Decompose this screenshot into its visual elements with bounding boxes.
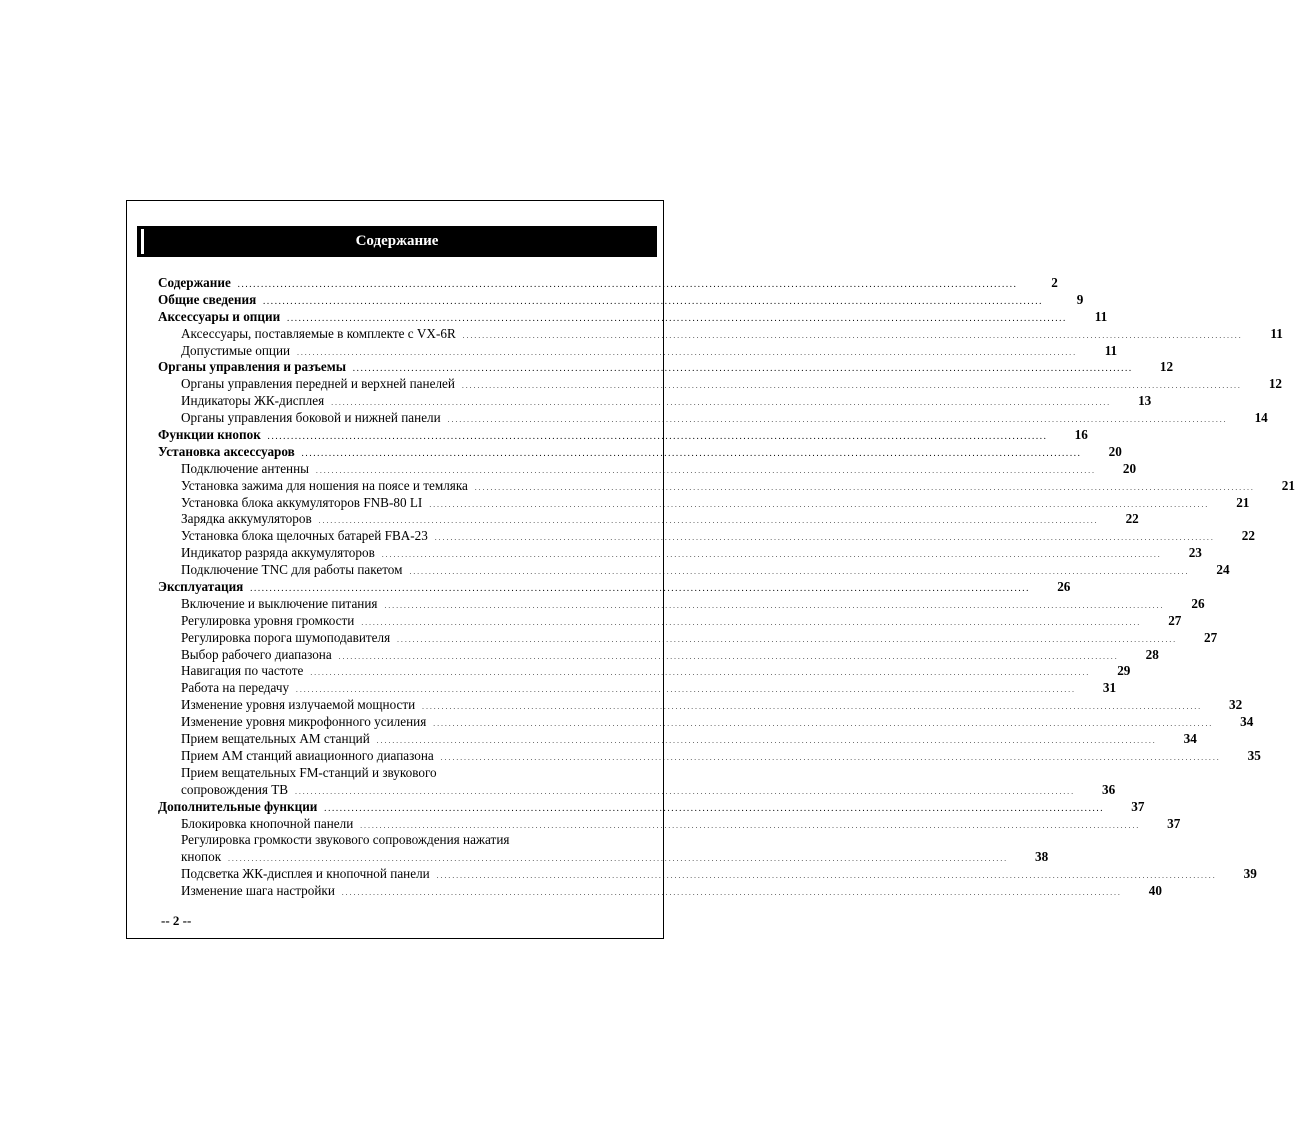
toc-entry-label: Зарядка аккумуляторов xyxy=(181,511,312,527)
toc-entry-page: 11 xyxy=(1104,342,1118,358)
toc-entry-label: Индикатор разряда аккумуляторов xyxy=(181,545,375,561)
toc-entry-subsection[interactable] xyxy=(158,832,638,849)
toc-entry-page: 29 xyxy=(1117,663,1131,679)
toc-entry-page: 16 xyxy=(1074,427,1088,443)
toc-entry-subsection[interactable] xyxy=(158,697,1243,714)
toc-entry-subsection[interactable] xyxy=(158,646,1159,664)
toc-entry-label: Содержание xyxy=(158,275,231,290)
toc-entry-page: 32 xyxy=(1229,697,1243,713)
toc-entry-page: 2 xyxy=(1051,275,1058,290)
toc-entry-label: Подсветка ЖК-дисплея и кнопочной панели xyxy=(181,866,430,882)
dot-leader: . . . . . . . . . . . . . . . . . . . . . . . . . . . . . . . . . . . . . . . . . . . . . . . . . . . . . . . . . . . . . . . . . . . . . . . . . . . . . . . . . . . . . . . . . . . . . . . . . . . . . . . . . . . . . . . . . . . . . . . . . . . . . . . . . . . . . . . . . . . . . . . . . . . . . . . . . . . . . . . . . . . . . . . . . . . . . . . . . . . . . . . . . . . . . . . . . . . . . . . . xyxy=(310,669,1089,678)
toc-entry-label: Органы управления передней и верхней панелей xyxy=(181,376,455,392)
dot-leader: . . . . . . . . . . . . . . . . . . . . . . . . . . . . . . . . . . . . . . . . . . . . . . . . . . . . . . . . . . . . . . . . . . . . . . . . . . . . . . . . . . . . . . . . . . . . . . . . . . . . . . . . . . . . . . . . . . . . . . . . . . . . . . . . . . . . . . . . . . . . . . . . . . . . . . . . . . . . . . . . . . . . . . . . . . . . . . . . . . . . . . . . . . . . . . . . . . . . . . . . xyxy=(381,551,1160,560)
dot-leader: . . . . . . . . . . . . . . . . . . . . . . . . . . . . . . . . . . . . . . . . . . . . . . . . . . . . . . . . . . . . . . . . . . . . . . . . . . . . . . . . . . . . . . . . . . . . . . . . . . . . . . . . . . . . . . . . . . . . . . . . . . . . . . . . . . . . . . . . . . . . . . . . . . . . . . . . . . . . . . . . . . . . . . . . . . . . . . . . . . . . . . . . . . . . . . . . . . . . . . . . xyxy=(376,737,1155,746)
dot-leader: . . . . . . . . . . . . . . . . . . . . . . . . . . . . . . . . . . . . . . . . . . . . . . . . . . . . . . . . . . . . . . . . . . . . . . . . . . . . . . . . . . . . . . . . . . . . . . . . . . . . . . . . . . . . . . . . . . . . . . . . . . . . . . . . . . . . . . . . . . . . . . . . . . . . . . . . . . . . . . . . . . . . . . . . . . . . . . . . . . . . . . . . . . . . . . . . . . . . . . . . xyxy=(250,585,1029,594)
dot-leader: . . . . . . . . . . . . . . . . . . . . . . . . . . . . . . . . . . . . . . . . . . . . . . . . . . . . . . . . . . . . . . . . . . . . . . . . . . . . . . . . . . . . . . . . . . . . . . . . . . . . . . . . . . . . . . . . . . . . . . . . . . . . . . . . . . . . . . . . . . . . . . . . . . . . . . . . . . . . . . . . . . . . . . . . . . . . . . . . . . . . . . . . . . . . . . . . . . . . . . . . xyxy=(267,433,1046,442)
toc-entry-subsection[interactable] xyxy=(158,612,1182,630)
dot-leader: . . . . . . . . . . . . . . . . . . . . . . . . . . . . . . . . . . . . . . . . . . . . . . . . . . . . . . . . . . . . . . . . . . . . . . . . . . . . . . . . . . . . . . . . . . . . . . . . . . . . . . . . . . . . . . . . . . . . . . . . . . . . . . . . . . . . . . . . . . . . . . . . . . . . . . . . . . . . . . . . . . . . . . . . . . . . . . . . . . . . . . . . . . . . . . . . . . . . . . . . xyxy=(384,601,1163,610)
toc-entry-label: Изменение уровня микрофонного усиления xyxy=(181,714,427,730)
toc-entry-page: 36 xyxy=(1101,781,1116,797)
toc-entry-subsection[interactable] xyxy=(158,494,1250,512)
toc-entry-subsection[interactable] xyxy=(158,528,1255,545)
dot-leader: . . . . . . . . . . . . . . . . . . . . . . . . . . . . . . . . . . . . . . . . . . . . . . . . . . . . . . . . . . . . . . . . . . . . . . . . . . . . . . . . . . . . . . . . . . . . . . . . . . . . . . . . . . . . . . . . . . . . . . . . . . . . . . . . . . . . . . . . . . . . . . . . . . . . . . . . . . . . . . . . . . . . . . . . . . . . . . . . . . . . . . . . . . . . . . . . . . . . . . . . xyxy=(287,314,1066,323)
dot-leader: . . . . . . . . . . . . . . . . . . . . . . . . . . . . . . . . . . . . . . . . . . . . . . . . . . . . . . . . . . . . . . . . . . . . . . . . . . . . . . . . . . . . . . . . . . . . . . . . . . . . . . . . . . . . . . . . . . . . . . . . . . . . . . . . . . . . . . . . . . . . . . . . . . . . . . . . . . . . . . . . . . . . . . . . . . . . . . . . . . . . . . . . . . . . . . . . . . . . . . . . xyxy=(461,382,1240,391)
toc-entry-subsection[interactable] xyxy=(158,866,1257,883)
toc-entry-label: Выбор рабочего диапазона xyxy=(181,646,332,662)
dot-leader: . . . . . . . . . . . . . . . . . . . . . . . . . . . . . . . . . . . . . . . . . . . . . . . . . . . . . . . . . . . . . . . . . . . . . . . . . . . . . . . . . . . . . . . . . . . . . . . . . . . . . . . . . . . . . . . . . . . . . . . . . . . . . . . . . . . . . . . . . . . . . . . . . . . . . . . . . . . . . . . . . . . . . . . . . . . . . . . . . . . . . . . . . . . . . . . . . . . . . . . . xyxy=(263,297,1042,306)
toc-entry-section[interactable] xyxy=(158,427,1088,444)
toc-entry-section[interactable] xyxy=(158,443,1122,461)
toc-entry-subsection[interactable] xyxy=(158,714,1254,731)
toc-entry-page: 22 xyxy=(1241,528,1255,544)
dot-leader: . . . . . . . . . . . . . . . . . . . . . . . . . . . . . . . . . . . . . . . . . . . . . . . . . . . . . . . . . . . . . . . . . . . . . . . . . . . . . . . . . . . . . . . . . . . . . . . . . . . . . . . . . . . . . . . . . . . . . . . . . . . . . . . . . . . . . . . . . . . . . . . . . . . . . . . . . . . . . . . . . . . . . . . . . . . . . . . . . . . . . . . . . . . . . . . . . . . . . . . . xyxy=(462,331,1241,340)
dot-leader: . . . . . . . . . . . . . . . . . . . . . . . . . . . . . . . . . . . . . . . . . . . . . . . . . . . . . . . . . . . . . . . . . . . . . . . . . . . . . . . . . . . . . . . . . . . . . . . . . . . . . . . . . . . . . . . . . . . . . . . . . . . . . . . . . . . . . . . . . . . . . . . . . . . . . . . . . . . . . . . . . . . . . . . . . . . . . . . . . . . . . . . . . . . . . . . . . . . . . . . . xyxy=(429,500,1208,509)
toc-entry-label: Работа на передачу xyxy=(181,680,290,696)
toc-entry-subsection[interactable] xyxy=(158,815,1181,833)
toc-entry-section[interactable] xyxy=(158,798,1145,816)
toc-entry-label: Прием АМ станций авиационного диапазона xyxy=(181,747,434,763)
toc-entry-label: Органы управления и разъемы xyxy=(158,359,347,375)
toc-entry-label: кнопок xyxy=(181,849,222,865)
dot-leader: . . . . . . . . . . . . . . . . . . . . . . . . . . . . . . . . . . . . . . . . . . . . . . . . . . . . . . . . . . . . . . . . . . . . . . . . . . . . . . . . . . . . . . . . . . . . . . . . . . . . . . . . . . . . . . . . . . . . . . . . . . . . . . . . . . . . . . . . . . . . . . . . . . . . . . . . . . . . . . . . . . . . . . . . . . . . . . . . . . . . . . . . . . . . . . . . . . . . . . . . xyxy=(331,399,1110,408)
toc-entry-label: Установка зажима для ношения на поясе и темляка xyxy=(181,477,468,493)
dot-leader: . . . . . . . . . . . . . . . . . . . . . . . . . . . . . . . . . . . . . . . . . . . . . . . . . . . . . . . . . . . . . . . . . . . . . . . . . . . . . . . . . . . . . . . . . . . . . . . . . . . . . . . . . . . . . . . . . . . . . . . . . . . . . . . . . . . . . . . . . . . . . . . . . . . . . . . . . . . . . . . . . . . . . . . . . . . . . . . . . . . . . . . . . . . . . . . . . . . . . . . . xyxy=(440,753,1219,762)
dot-leader: . . . . . . . . . . . . . . . . . . . . . . . . . . . . . . . . . . . . . . . . . . . . . . . . . . . . . . . . . . . . . . . . . . . . . . . . . . . . . . . . . . . . . . . . . . . . . . . . . . . . . . . . . . . . . . . . . . . . . . . . . . . . . . . . . . . . . . . . . . . . . . . . . . . . . . . . . . . . . . . . . . . . . . . . . . . . . . . . . . . . . . . . . . . . . . . . . . . . . . . . xyxy=(397,635,1176,644)
dot-leader: . . . . . . . . . . . . . . . . . . . . . . . . . . . . . . . . . . . . . . . . . . . . . . . . . . . . . . . . . . . . . . . . . . . . . . . . . . . . . . . . . . . . . . . . . . . . . . . . . . . . . . . . . . . . . . . . . . . . . . . . . . . . . . . . . . . . . . . . . . . . . . . . . . . . . . . . . . . . . . . . . . . . . . . . . . . . . . . . . . . . . . . . . . . . . . . . . . . . . . . . xyxy=(447,416,1226,425)
toc-entry-section[interactable] xyxy=(158,359,1174,376)
toc-entry-page: 22 xyxy=(1125,511,1139,527)
toc-entry-subsection[interactable] xyxy=(158,849,1049,866)
toc-entry-label: Изменение уровня излучаемой мощности xyxy=(181,697,416,713)
toc-entry-subsection[interactable] xyxy=(158,747,1261,765)
toc-entry-label: Эксплуатация xyxy=(158,579,244,595)
toc-entry-page: 38 xyxy=(1035,849,1049,865)
toc-entry-subsection[interactable] xyxy=(158,511,1139,528)
dot-leader: . . . . . . . . . . . . . . . . . . . . . . . . . . . . . . . . . . . . . . . . . . . . . . . . . . . . . . . . . . . . . . . . . . . . . . . . . . . . . . . . . . . . . . . . . . . . . . . . . . . . . . . . . . . . . . . . . . . . . . . . . . . . . . . . . . . . . . . . . . . . . . . . . . . . . . . . . . . . . . . . . . . . . . . . . . . . . . . . . . . . . . . . . . . . . . . . . . . . . . . . xyxy=(474,483,1253,492)
toc-entry-subsection[interactable] xyxy=(158,545,1202,562)
toc-entry-label: Аксессуары, поставляемые в комплекте с VX-6R xyxy=(181,325,456,341)
toc-entry-subsection[interactable] xyxy=(158,595,1205,613)
toc-entry-label: Функции кнопок xyxy=(158,427,261,443)
toc-entry-label: Установка блока аккумуляторов FNB-80 LI xyxy=(181,494,423,510)
toc-entry-page: 23 xyxy=(1188,545,1202,561)
toc-entry-page: 31 xyxy=(1102,680,1117,696)
page-number: -- 2 -- xyxy=(161,913,192,928)
toc-entry-page: 39 xyxy=(1243,866,1257,882)
dot-leader: . . . . . . . . . . . . . . . . . . . . . . . . . . . . . . . . . . . . . . . . . . . . . . . . . . . . . . . . . . . . . . . . . . . . . . . . . . . . . . . . . . . . . . . . . . . . . . . . . . . . . . . . . . . . . . . . . . . . . . . . . . . . . . . . . . . . . . . . . . . . . . . . . . . . . . . . . . . . . . . . . . . . . . . . . . . . . . . . . . . . . . . . . . . . . . . . . . . . . . . . xyxy=(316,466,1095,475)
dot-leader: . . . . . . . . . . . . . . . . . . . . . . . . . . . . . . . . . . . . . . . . . . . . . . . . . . . . . . . . . . . . . . . . . . . . . . . . . . . . . . . . . . . . . . . . . . . . . . . . . . . . . . . . . . . . . . . . . . . . . . . . . . . . . . . . . . . . . . . . . . . . . . . . . . . . . . . . . . . . . . . . . . . . . . . . . . . . . . . . . . . . . . . . . . . . . . . . . . . . . . . . xyxy=(422,703,1201,712)
table-of-contents xyxy=(158,275,1295,900)
toc-entry-subsection[interactable] xyxy=(158,410,1268,427)
dot-leader: . . . . . . . . . . . . . . . . . . . . . . . . . . . . . . . . . . . . . . . . . . . . . . . . . . . . . . . . . . . . . . . . . . . . . . . . . . . . . . . . . . . . . . . . . . . . . . . . . . . . . . . . . . . . . . . . . . . . . . . . . . . . . . . . . . . . . . . . . . . . . . . . . . . . . . . . . . . . . . . . . . . . . . . . . . . . . . . . . . . . . . . . . . . . . . . . . . . . . . . . xyxy=(324,804,1103,813)
toc-entry-label: Допустимые опции xyxy=(181,342,291,358)
toc-entry-page: 26 xyxy=(1057,579,1071,595)
toc-entry-subsection[interactable] xyxy=(158,781,1116,799)
toc-entry-label: Индикаторы ЖК-дисплея xyxy=(181,393,325,409)
dot-leader: . . . . . . . . . . . . . . . . . . . . . . . . . . . . . . . . . . . . . . . . . . . . . . . . . . . . . . . . . . . . . . . . . . . . . . . . . . . . . . . . . . . . . . . . . . . . . . . . . . . . . . . . . . . . . . . . . . . . . . . . . . . . . . . . . . . . . . . . . . . . . . . . . . . . . . . . . . . . . . . . . . . . . . . . . . . . . . . . . . . . . . . . . . . . . . . . . . . . . . . . xyxy=(338,652,1117,661)
dot-leader: . . . . . . . . . . . . . . . . . . . . . . . . . . . . . . . . . . . . . . . . . . . . . . . . . . . . . . . . . . . . . . . . . . . . . . . . . . . . . . . . . . . . . . . . . . . . . . . . . . . . . . . . . . . . . . . . . . . . . . . . . . . . . . . . . . . . . . . . . . . . . . . . . . . . . . . . . . . . . . . . . . . . . . . . . . . . . . . . . . . . . . . . . . . . . . . . . . . . . . . . xyxy=(228,855,1007,864)
dot-leader: . . . . . . . . . . . . . . . . . . . . . . . . . . . . . . . . . . . . . . . . . . . . . . . . . . . . . . . . . . . . . . . . . . . . . . . . . . . . . . . . . . . . . . . . . . . . . . . . . . . . . . . . . . . . . . . . . . . . . . . . . . . . . . . . . . . . . . . . . . . . . . . . . . . . . . . . . . . . . . . . . . . . . . . . . . . . . . . . . . . . . . . . . . . . . . . . . . . . . . . . xyxy=(296,686,1075,695)
toc-entry-label: Установка блока щелочных батарей FBA-23 xyxy=(181,528,428,544)
toc-entry-subsection[interactable] xyxy=(158,731,1197,748)
dot-leader: . . . . . . . . . . . . . . . . . . . . . . . . . . . . . . . . . . . . . . . . . . . . . . . . . . . . . . . . . . . . . . . . . . . . . . . . . . . . . . . . . . . . . . . . . . . . . . . . . . . . . . . . . . . . . . . . . . . . . . . . . . . . . . . . . . . . . . . . . . . . . . . . . . . . . . . . . . . . . . . . . . . . . . . . . . . . . . . . . . . . . . . . . . . . . . . . . . . . . . . . xyxy=(361,618,1140,627)
toc-entry-label: сопровождения ТВ xyxy=(181,781,289,797)
toc-entry-label: Установка аксессуаров xyxy=(158,443,295,459)
toc-entry-label: Регулировка порога шумоподавителя xyxy=(181,629,391,645)
toc-entry-label: Подключение антенны xyxy=(181,460,310,476)
toc-entry-label: Прием вещательных FM-станций и звукового xyxy=(181,764,437,780)
toc-entry-page: 11 xyxy=(1270,325,1283,341)
dot-leader: . . . . . . . . . . . . . . . . . . . . . . . . . . . . . . . . . . . . . . . . . . . . . . . . . . . . . . . . . . . . . . . . . . . . . . . . . . . . . . . . . . . . . . . . . . . . . . . . . . . . . . . . . . . . . . . . . . . . . . . . . . . . . . . . . . . . . . . . . . . . . . . . . . . . . . . . . . . . . . . . . . . . . . . . . . . . . . . . . . . . . . . . . . . . . . . . . . . . . . . . xyxy=(409,568,1188,577)
toc-entry-label: Органы управления боковой и нижней панели xyxy=(181,410,441,426)
toc-entry-subsection[interactable] xyxy=(158,883,1162,900)
toc-entry-page: 21 xyxy=(1236,494,1250,510)
dot-leader: . . . . . . . . . . . . . . . . . . . . . . . . . . . . . . . . . . . . . . . . . . . . . . . . . . . . . . . . . . . . . . . . . . . . . . . . . . . . . . . . . . . . . . . . . . . . . . . . . . . . . . . . . . . . . . . . . . . . . . . . . . . . . . . . . . . . . . . . . . . . . . . . . . . . . . . . . . . . . . . . . . . . . . . . . . . . . . . . . . . . . . . . . . . . . . . . . . . . . . . . xyxy=(295,787,1074,796)
toc-entry-page: 21 xyxy=(1281,477,1295,493)
toc-entry-page: 37 xyxy=(1131,798,1145,814)
toc-entry-page: 9 xyxy=(1076,291,1084,307)
toc-entry-label: Подключение TNC для работы пакетом xyxy=(181,562,403,578)
toc-entry-page: 37 xyxy=(1167,815,1181,831)
toc-entry-label: Регулировка уровня громкости xyxy=(181,612,355,628)
toc-entry-page: 27 xyxy=(1168,612,1182,628)
toc-entry-page: 40 xyxy=(1148,883,1162,899)
toc-entry-page: 13 xyxy=(1138,393,1152,409)
toc-entry-label: Прием вещательных AM станций xyxy=(181,731,370,747)
toc-entry-page: 34 xyxy=(1183,731,1197,747)
toc-entry-page: 34 xyxy=(1240,714,1254,730)
toc-entry-section[interactable] xyxy=(158,291,1084,309)
toc-entry-subsection[interactable] xyxy=(158,765,638,782)
dot-leader: . . . . . . . . . . . . . . . . . . . . . . . . . . . . . . . . . . . . . . . . . . . . . . . . . . . . . . . . . . . . . . . . . . . . . . . . . . . . . . . . . . . . . . . . . . . . . . . . . . . . . . . . . . . . . . . . . . . . . . . . . . . . . . . . . . . . . . . . . . . . . . . . . . . . . . . . . . . . . . . . . . . . . . . . . . . . . . . . . . . . . . . . . . . . . . . . . . . . . . . . xyxy=(237,281,1016,289)
toc-entry-page: 24 xyxy=(1216,562,1230,578)
toc-entry-label: Включение и выключение питания xyxy=(181,595,378,611)
page-frame xyxy=(126,200,1295,939)
dot-leader: . . . . . . . . . . . . . . . . . . . . . . . . . . . . . . . . . . . . . . . . . . . . . . . . . . . . . . . . . . . . . . . . . . . . . . . . . . . . . . . . . . . . . . . . . . . . . . . . . . . . . . . . . . . . . . . . . . . . . . . . . . . . . . . . . . . . . . . . . . . . . . . . . . . . . . . . . . . . . . . . . . . . . . . . . . . . . . . . . . . . . . . . . . . . . . . . . . . . . . . . xyxy=(341,889,1120,898)
toc-entry-subsection[interactable] xyxy=(158,460,1137,478)
dot-leader: . . . . . . . . . . . . . . . . . . . . . . . . . . . . . . . . . . . . . . . . . . . . . . . . . . . . . . . . . . . . . . . . . . . . . . . . . . . . . . . . . . . . . . . . . . . . . . . . . . . . . . . . . . . . . . . . . . . . . . . . . . . . . . . . . . . . . . . . . . . . . . . . . . . . . . . . . . . . . . . . . . . . . . . . . . . . . . . . . . . . . . . . . . . . . . . . . . . . . . . . xyxy=(434,534,1213,543)
toc-entry-page: 35 xyxy=(1247,747,1261,763)
section-header xyxy=(137,226,657,257)
toc-entry-subsection[interactable] xyxy=(158,342,1118,360)
toc-entry-label: Дополнительные функции xyxy=(158,798,318,814)
toc-entry-page: 12 xyxy=(1159,359,1174,375)
dot-leader: . . . . . . . . . . . . . . . . . . . . . . . . . . . . . . . . . . . . . . . . . . . . . . . . . . . . . . . . . . . . . . . . . . . . . . . . . . . . . . . . . . . . . . . . . . . . . . . . . . . . . . . . . . . . . . . . . . . . . . . . . . . . . . . . . . . . . . . . . . . . . . . . . . . . . . . . . . . . . . . . . . . . . . . . . . . . . . . . . . . . . . . . . . . . . . . . . . . . . . . . xyxy=(301,449,1080,458)
toc-entry-page: 12 xyxy=(1268,376,1282,392)
toc-entry-subsection[interactable] xyxy=(158,393,1152,410)
toc-entry-page: 11 xyxy=(1094,308,1108,324)
toc-entry-label: Общие сведения xyxy=(158,291,257,307)
dot-leader: . . . . . . . . . . . . . . . . . . . . . . . . . . . . . . . . . . . . . . . . . . . . . . . . . . . . . . . . . . . . . . . . . . . . . . . . . . . . . . . . . . . . . . . . . . . . . . . . . . . . . . . . . . . . . . . . . . . . . . . . . . . . . . . . . . . . . . . . . . . . . . . . . . . . . . . . . . . . . . . . . . . . . . . . . . . . . . . . . . . . . . . . . . . . . . . . . . . . . . . . xyxy=(433,720,1212,729)
toc-entry-label: Блокировка кнопочной панели xyxy=(181,815,354,831)
dot-leader: . . . . . . . . . . . . . . . . . . . . . . . . . . . . . . . . . . . . . . . . . . . . . . . . . . . . . . . . . . . . . . . . . . . . . . . . . . . . . . . . . . . . . . . . . . . . . . . . . . . . . . . . . . . . . . . . . . . . . . . . . . . . . . . . . . . . . . . . . . . . . . . . . . . . . . . . . . . . . . . . . . . . . . . . . . . . . . . . . . . . . . . . . . . . . . . . . . . . . . . . xyxy=(360,821,1139,830)
toc-entry-page: 20 xyxy=(1122,460,1137,476)
dot-leader: . . . . . . . . . . . . . . . . . . . . . . . . . . . . . . . . . . . . . . . . . . . . . . . . . . . . . . . . . . . . . . . . . . . . . . . . . . . . . . . . . . . . . . . . . . . . . . . . . . . . . . . . . . . . . . . . . . . . . . . . . . . . . . . . . . . . . . . . . . . . . . . . . . . . . . . . . . . . . . . . . . . . . . . . . . . . . . . . . . . . . . . . . . . . . . . . . . . . . . . . xyxy=(318,517,1097,526)
toc-entry-subsection[interactable] xyxy=(158,477,1295,495)
toc-entry-page: 27 xyxy=(1204,629,1218,645)
toc-entry-label: Регулировка громкости звукового сопровождения нажатия xyxy=(181,832,510,848)
dot-leader: . . . . . . . . . . . . . . . . . . . . . . . . . . . . . . . . . . . . . . . . . . . . . . . . . . . . . . . . . . . . . . . . . . . . . . . . . . . . . . . . . . . . . . . . . . . . . . . . . . . . . . . . . . . . . . . . . . . . . . . . . . . . . . . . . . . . . . . . . . . . . . . . . . . . . . . . . . . . . . . . . . . . . . . . . . . . . . . . . . . . . . . . . . . . . . . . . . . . . . . . xyxy=(436,872,1215,881)
toc-entry-section[interactable] xyxy=(158,308,1108,326)
dot-leader: . . . . . . . . . . . . . . . . . . . . . . . . . . . . . . . . . . . . . . . . . . . . . . . . . . . . . . . . . . . . . . . . . . . . . . . . . . . . . . . . . . . . . . . . . . . . . . . . . . . . . . . . . . . . . . . . . . . . . . . . . . . . . . . . . . . . . . . . . . . . . . . . . . . . . . . . . . . . . . . . . . . . . . . . . . . . . . . . . . . . . . . . . . . . . . . . . . . . . . . . xyxy=(353,365,1132,374)
toc-entry-subsection[interactable] xyxy=(158,663,1131,680)
toc-entry-subsection[interactable] xyxy=(158,680,1117,697)
toc-entry-label: Изменение шага настройки xyxy=(181,883,335,899)
toc-entry-section[interactable] xyxy=(158,579,1071,596)
toc-entry-subsection[interactable] xyxy=(158,562,1230,579)
toc-entry-subsection[interactable] xyxy=(158,325,1283,343)
toc-entry-label: Навигация по частоте xyxy=(181,663,304,679)
page-title: Содержание xyxy=(355,233,439,249)
toc-entry-page: 28 xyxy=(1145,646,1159,662)
dot-leader: . . . . . . . . . . . . . . . . . . . . . . . . . . . . . . . . . . . . . . . . . . . . . . . . . . . . . . . . . . . . . . . . . . . . . . . . . . . . . . . . . . . . . . . . . . . . . . . . . . . . . . . . . . . . . . . . . . . . . . . . . . . . . . . . . . . . . . . . . . . . . . . . . . . . . . . . . . . . . . . . . . . . . . . . . . . . . . . . . . . . . . . . . . . . . . . . . . . . . . . . xyxy=(297,348,1076,357)
toc-entry-label: Аксессуары и опции xyxy=(158,308,281,324)
toc-entry-page: 14 xyxy=(1254,410,1268,426)
toc-entry-subsection[interactable] xyxy=(158,629,1218,647)
toc-entry-section[interactable] xyxy=(158,275,1058,292)
toc-entry-page: 26 xyxy=(1191,595,1205,611)
toc-entry-page: 20 xyxy=(1108,443,1122,459)
toc-entry-subsection[interactable] xyxy=(158,376,1282,393)
